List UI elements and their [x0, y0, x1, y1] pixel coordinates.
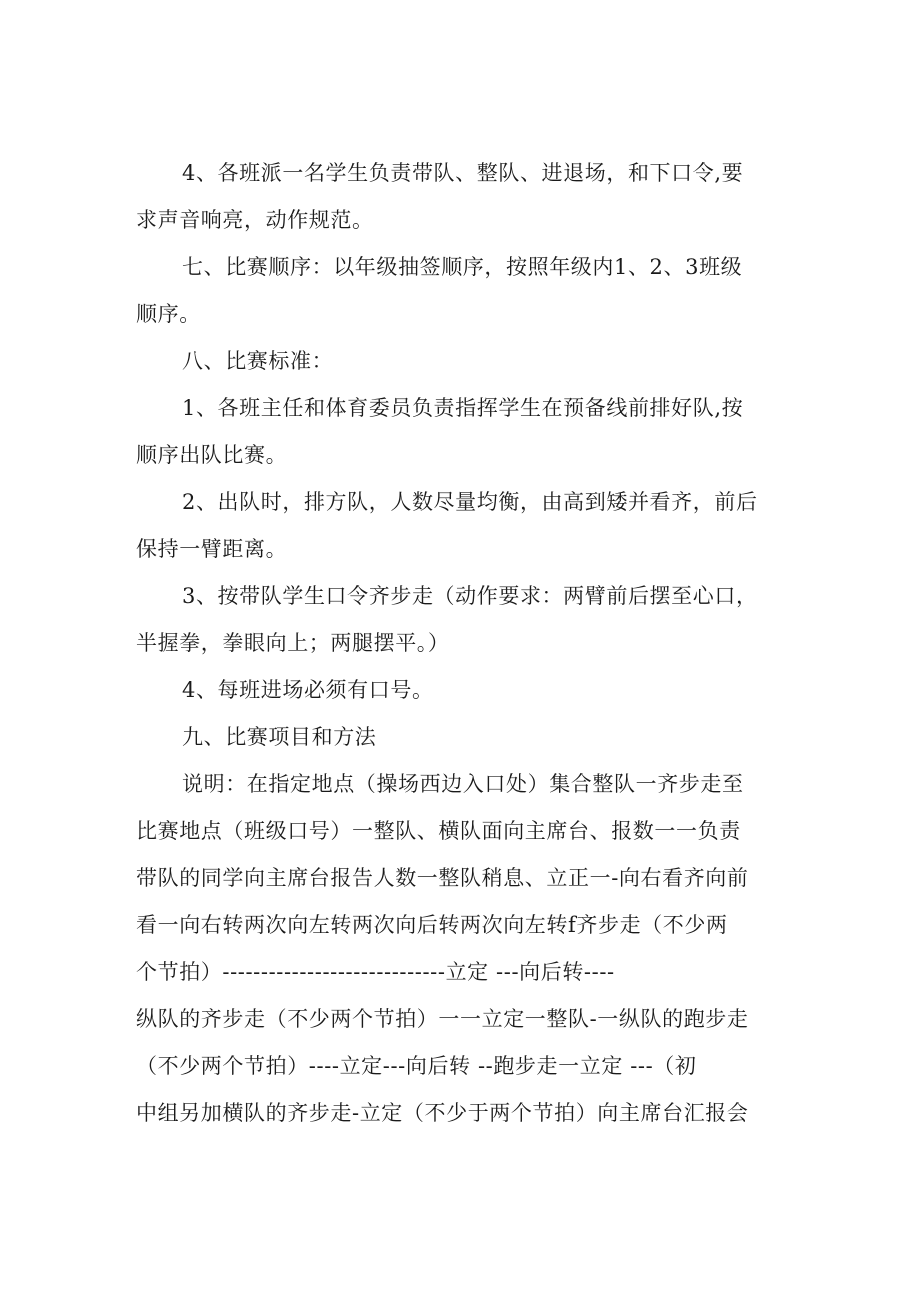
section-heading: 八、比赛标准： [182, 349, 334, 373]
paragraph-line: 求声音响亮，动作规范。 [136, 208, 374, 232]
section-heading-line: 七、比赛顺序：以年级抽签顺序，按照年级内1、2、3班级 [182, 255, 743, 279]
paragraph-line: 顺序。 [136, 302, 201, 326]
section-heading: 九、比赛项目和方法 [182, 725, 377, 749]
paragraph-line: 顺序出队比赛。 [136, 443, 288, 467]
paragraph-line: 保持一臂距离。 [136, 537, 288, 561]
paragraph-line: 半握拳，拳眼向上；两腿摆平。） [136, 631, 450, 655]
paragraph-line: 比赛地点（班级口号）一整队、横队面向主席台、报数一一负责 [136, 819, 741, 843]
paragraph-line: 说明：在指定地点（操场西边入口处）集合整队一齐步走至 [182, 772, 744, 796]
paragraph-line: 4、每班进场必须有口号。 [182, 678, 434, 702]
document-body [136, 150, 796, 1137]
paragraph-line: 中组另加横队的齐步走-立定（不少于两个节拍）向主席台汇报会 [136, 1101, 749, 1125]
paragraph-line: 4、各班派一名学生负责带队、整队、进退场，和下口令,要 [182, 161, 744, 185]
paragraph-line: （不少两个节拍）----立定---向后转 --跑步走一立定 ---（初 [136, 1054, 697, 1078]
paragraph-line: 个节拍）-----------------------------立定 ---向后转---- [136, 960, 615, 984]
paragraph-line: 1、各班主任和体育委员负责指挥学生在预备线前排好队,按 [182, 396, 744, 420]
paragraph-line: 2、出队时，排方队，人数尽量均衡，由高到矮并看齐，前后 [182, 490, 758, 514]
paragraph-line: 3、按带队学生口令齐步走（动作要求：两臂前后摆至心口， [182, 584, 758, 608]
paragraph-line: 看一向右转两次向左转两次向后转两次向左转f齐步走（不少两 [136, 913, 728, 937]
paragraph-line: 带队的同学向主席台报告人数一整队稍息、立正一-向右看齐向前 [136, 866, 749, 890]
paragraph-line: 纵队的齐步走（不少两个节拍）一一立定一整队-一纵队的跑步走 [136, 1007, 749, 1031]
